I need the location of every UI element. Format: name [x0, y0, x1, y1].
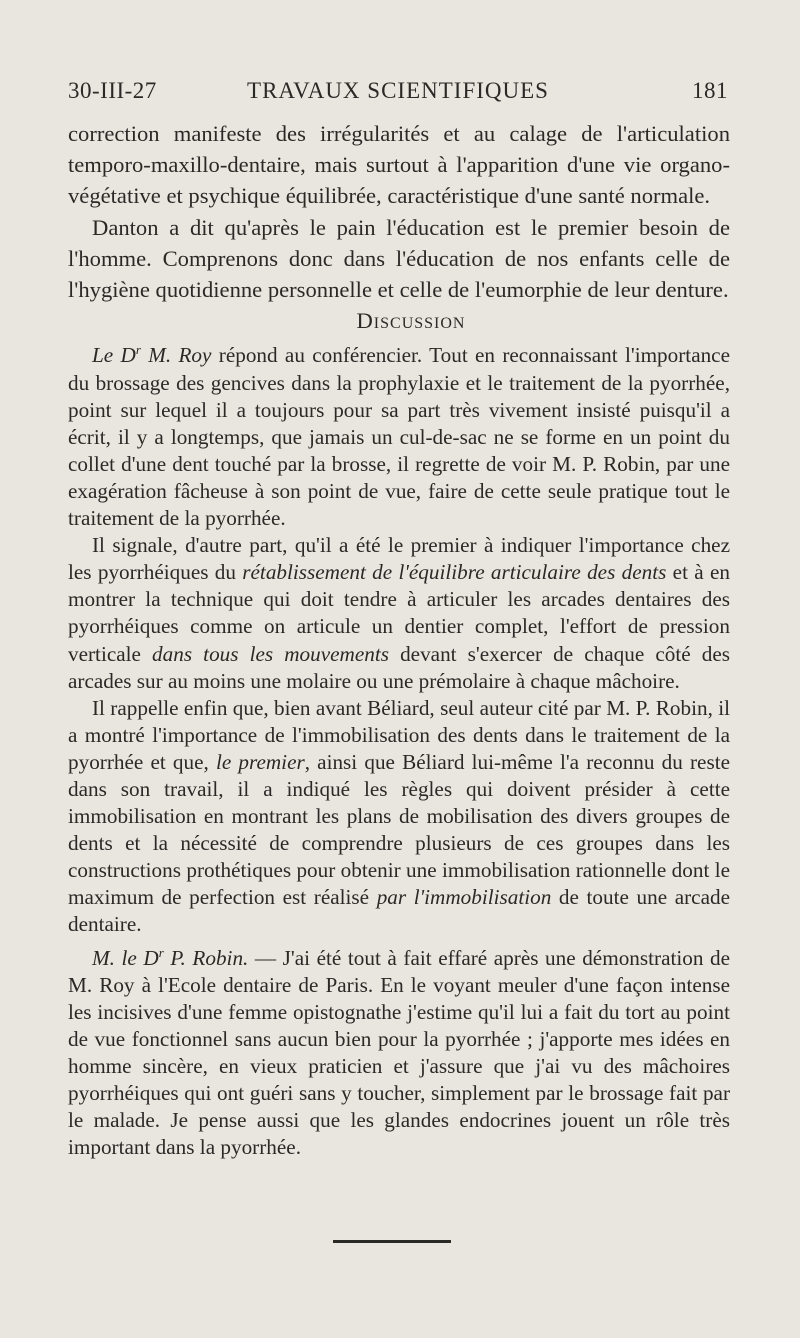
speaker-robin: M. le $D^r$ P. Robin.	[92, 944, 249, 970]
header-title: TRAVAUX SCIENTIFIQUES	[247, 78, 549, 103]
running-header	[68, 78, 728, 110]
paragraph-danton: Danton a dit qu'après le pain l'éducation est le premier besoin de l'homme. Comprenons donc dans l'éducation de nos enfants celle de l'hygiène quotidienne personnelle et celle de l'eumorphie de leur denture.	[68, 214, 730, 303]
emphasis-retablissement: rétablissement de l'équilibre articulaire des dents	[242, 560, 667, 585]
emphasis-premier: le premier	[215, 749, 305, 774]
end-rule	[333, 1240, 451, 1243]
paragraph-roy-equilibre: Il signale, d'autre part, qu'il a été le premier à indiquer l'importance chez les pyorrhéiques du rétablissement de l'équilibre articulaire des dents et à en montrer la technique qui doit tendre à articuler les arcades dentaires des pyorrhéiques comme on articule un dentier complet, l'effort de pression verticale dans tous les mouvements devant s'exercer de chaque côté des arcades sur au moins une molaire ou une prémolaire à chaque mâchoire.	[68, 533, 731, 693]
paragraph-roy-immobilisation: Il rappelle enfin que, bien avant Béliard, seul auteur cité par M. P. Robin, il a montré l'importance de l'immobilisation des dents dans le traitement de la pyorrhée et que, le premier, ainsi que Béliard lui-même l'a reconnu du reste dans son travail, il a indiqué les règles qui doivent présider à cette immobilisation en montrant les plans de mobilisation des divers groupes de dents et la nécessité de comprendre plusieurs de ces groupes dans les constructions prothétiques pour obtenir une immobilisation rationnelle dont le maximum de perfection est réalisé par l'immobilisation de toute une arcade dentaire.	[68, 695, 730, 937]
emphasis-mouvements: dans tous les mouvements	[152, 641, 389, 666]
header-date: 30-III-27	[68, 78, 157, 103]
section-title-discussion: Discussion	[356, 308, 466, 334]
paragraph-continued: correction manifeste des irrégularités et au calage de l'articulation temporo-maxillo-dentaire, mais surtout à l'apparition d'une vie organo-végétative et psychique équilibrée, caractéristique d'une santé normale.	[68, 121, 730, 209]
emphasis-immobilisation: par l'immobilisation	[376, 885, 552, 910]
discussion-block	[68, 336, 730, 1161]
paragraph-roy-reply: Le $D^r$ M. Roy répond au conférencier. Tout en reconnaissant l'importance du brossage des gencives dans la prophylaxie et le traitement de la pyorrhée, point sur lequel il a toujours pour sa part très vivement insisté puisqu'il a écrit, il y a longtemps, que jamais un cul-de-sac ne se forme en un point du collet d'une dent touché par la brosse, il regrette de voir M. P. Robin, par une exagération fâcheuse à son point de vue, faire de cette seule pratique tout le traitement de la pyorrhée.	[68, 342, 730, 531]
paragraph-robin-reply: M. le $D^r$ P. Robin. — J'ai été tout à fait effaré après une démonstration de M. Roy à l'Ecole dentaire de Paris. En le voyant meuler d'une façon intense les incisives d'une femme opistognathe j'estime qu'il lui a fait du tort au point de vue fonctionnel sans aucun bien pour la pyorrhée ; j'apporte mes idées en homme sincère, en vieux praticien et j'assure que j'ai vu des mâchoires pyorrhéiques qui ont guéri sans y toucher, simplement par le brossage fait par le malade. Je pense aussi que les glandes endocrines jouent un rôle très important dans la pyorrhée.	[68, 944, 731, 1160]
speaker-roy: Le $D^r$ M. Roy	[92, 342, 212, 368]
body-text	[68, 118, 730, 1161]
page-number: 181	[692, 78, 728, 103]
